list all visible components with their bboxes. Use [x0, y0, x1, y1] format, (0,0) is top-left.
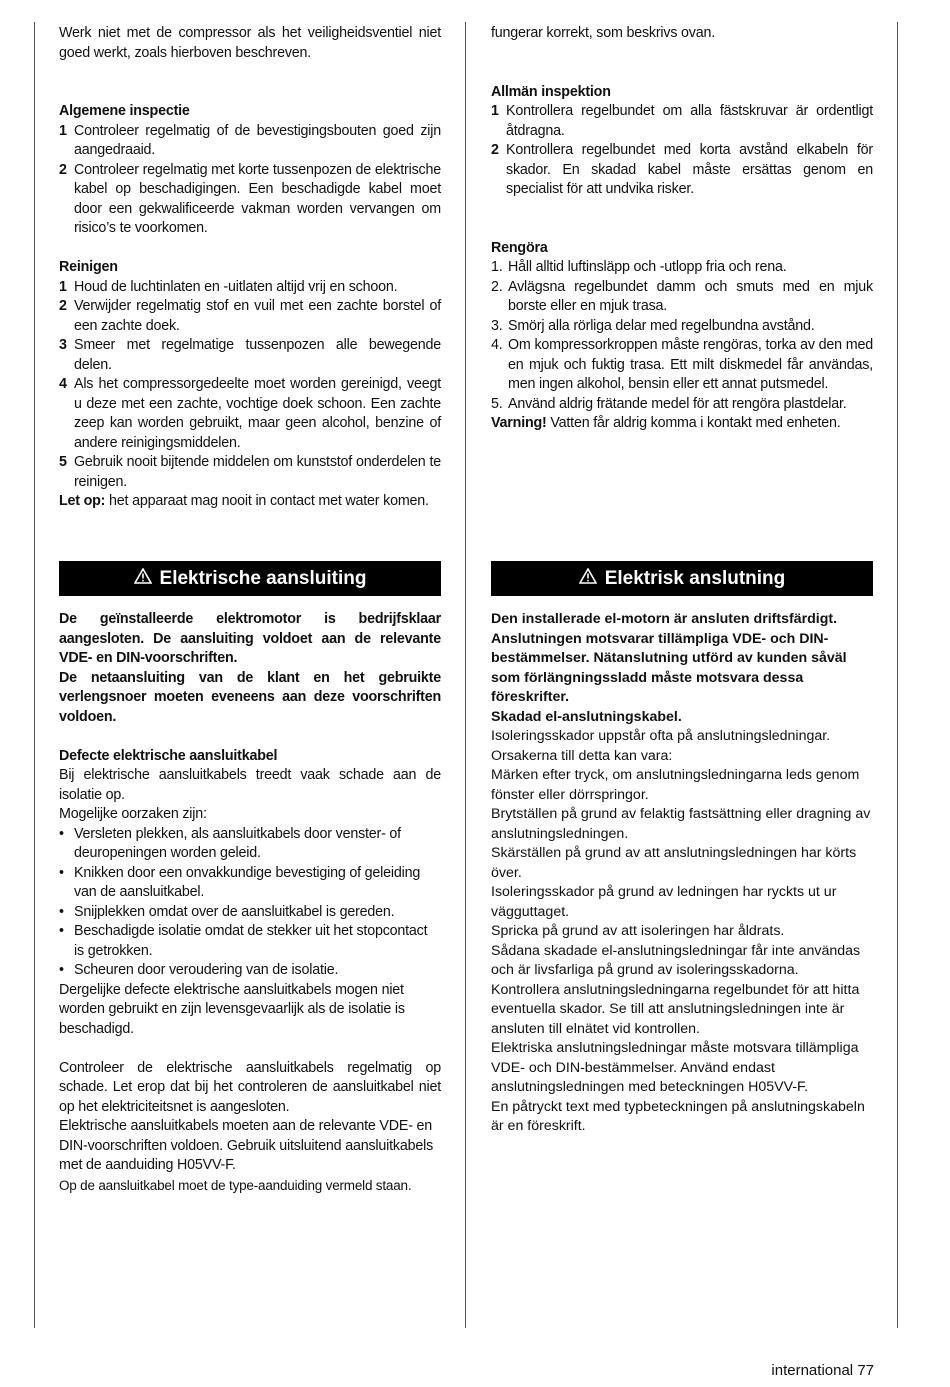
paragraph: Skärställen på grund av att anslutningsledningen har körts över. — [491, 845, 857, 881]
list-item: 1 Houd de luchtinlaten en -uitlaten altijd vrij en schoon. — [59, 278, 398, 295]
left-inspection-heading: Algemene inspectie — [59, 103, 190, 119]
right-inspection-heading: Allmän inspektion — [491, 83, 611, 100]
list-item: 2 Kontrollera regelbundet med korta avstånd elkabeln för skador. En skadad kabel måste ersättas genom en specialist för att undvika risker. — [491, 142, 873, 197]
paragraph: Brytställen på grund av felaktig fastsättning eller dragning av anslutningsledningen. — [491, 806, 871, 842]
left-note: Let op: het apparaat mag nooit in contact met water komen. — [59, 493, 429, 509]
right-margin-rule — [897, 22, 898, 1328]
list-item: 3. Smörj alla rörliga delar med regelbundna avstånd. — [491, 317, 815, 334]
paragraph: Mogelijke oorzaken zijn: — [59, 806, 207, 822]
right-inspection-list — [491, 102, 873, 200]
right-banner-title: Elektrisk anslutning — [604, 568, 786, 589]
right-warning: Varning! Vatten får aldrig komma i kontakt med enheten. — [491, 415, 841, 431]
paragraph: Isoleringsskador på grund av ledningen har ryckts ut ur vägguttaget. — [491, 884, 837, 920]
left-electrical-section — [59, 610, 441, 1195]
right-column-maintenance — [491, 24, 873, 434]
list-item: 4. Om kompressorkroppen måste rengöras, torka av den med en mjuk och fuktig trasa. Ett milt diskmedel får användas, men ingen alkohol, bensin eller ett annat putsmedel. — [491, 337, 873, 392]
left-intro: Werk niet met de compressor als het veiligheidsventiel niet goed werkt, zoals hierboven beschreven. — [59, 25, 441, 61]
page-footer — [771, 1362, 874, 1379]
right-cleaning-list — [491, 258, 873, 414]
left-column-maintenance — [59, 24, 441, 512]
list-item: • Beschadigde isolatie omdat de stekker uit het stopcontact is getrokken. — [59, 923, 428, 959]
list-item: 1. Håll alltid luftinsläpp och -utlopp fria och rena. — [491, 259, 787, 275]
left-inspection-list — [59, 122, 441, 239]
list-item: 5 Gebruik nooit bijtende middelen om kunststof onderdelen te reinigen. — [59, 454, 441, 490]
paragraph: Controleer de elektrische aansluitkabels regelmatig op schade. Let erop dat bij het controleren de aansluitkabel niet op het elektriciteitsnet is aangesloten. — [59, 1059, 441, 1115]
left-cable-heading: Defecte elektrische aansluitkabel — [59, 747, 278, 764]
paragraph: Märken efter tryck, om anslutningsledningarna leds genom fönster eller dörrspringor. — [491, 767, 860, 803]
left-banner-title: Elektrische aansluiting — [159, 568, 367, 589]
list-item: • Versleten plekken, als aansluitkabels door venster- of deuropeningen worden geleid. — [59, 825, 401, 861]
list-item: • Scheuren door veroudering van de isolatie. — [59, 962, 339, 978]
footer-label: international — [771, 1362, 854, 1379]
right-section-banner — [491, 561, 873, 596]
paragraph: Elektrische aansluitkabels moeten aan de relevante VDE- en DIN-voorschriften voldoen. Gebruik uitsluitend aansluitkabels met de aanduiding H05VV-F. — [59, 1118, 434, 1173]
list-item: 2. Avlägsna regelbundet damm och smuts med en mjuk borste eller en mjuk trasa. — [491, 278, 873, 314]
center-column-rule — [465, 22, 466, 1328]
paragraph: Sådana skadade el-anslutningsledningar får inte användas och är livsfarliga på grund av isoleringsskadorna. — [491, 942, 861, 978]
paragraph: Kontrollera anslutningsledningarna regelbundet för att hitta eventuella skador. Se till att anslutningsledningen inte är ansluten till elnätet vid kontrollen. — [491, 981, 860, 1037]
list-item: 1 Controleer regelmatig of de bevestigingsbouten goed zijn aangedraaid. — [59, 122, 441, 158]
right-bold-intro: Den installerade el-motorn är ansluten driftsfärdigt. Anslutningen motsvarar tillämpliga VDE- och DIN-bestämmelser. Nätanslutning utförd av kunden såväl som förlängningssladd måste motsvara dessa föreskrifter. — [491, 611, 847, 705]
list-item: 4 Als het compressorgedeelte moet worden gereinigd, veegt u deze met een zachte, vochtige doek schoon. Een zachte zeep kan worden gebruikt, maar geen alcohol, benzine of andere reinigingsmiddelen. — [59, 376, 441, 451]
left-cleaning-list — [59, 278, 441, 493]
left-cleaning-heading: Reinigen — [59, 259, 118, 275]
list-item: 3 Smeer met regelmatige tussenpozen alle bewegende delen. — [59, 337, 441, 373]
list-item: 5. Använd aldrig frätande medel för att rengöra plastdelar. — [491, 395, 847, 412]
paragraph: Dergelijke defecte elektrische aansluitkabels mogen niet worden gebruikt en zijn levensgevaarlijk als de isolatie is beschadigd. — [59, 981, 405, 1037]
warning-triangle-icon — [134, 561, 152, 596]
left-section-banner — [59, 561, 441, 596]
paragraph: Elektriska anslutningsledningar måste motsvara tillämpliga VDE- och DIN-bestämmelser. Använd endast anslutningsledningen med beteckningen H05VV-F. — [491, 1040, 859, 1095]
paragraph: En påtryckt text med typbeteckningen på anslutningskabeln är en föreskrift. — [491, 1098, 865, 1134]
list-item: 2 Verwijder regelmatig stof en vuil met een zachte borstel of een zachte doek. — [59, 298, 441, 334]
left-margin-rule — [34, 22, 35, 1328]
right-intro: fungerar korrekt, som beskrivs ovan. — [491, 25, 716, 41]
list-item: • Knikken door een onvakkundige bevestiging of geleiding van de aansluitkabel. — [59, 864, 421, 900]
right-cleaning-heading: Rengöra — [491, 239, 548, 256]
left-bold-intro-2: De netaansluiting van de klant en het gebruikte verlengsnoer moeten eveneens aan deze voorschriften voldoen. — [59, 669, 441, 725]
left-causes-list — [59, 825, 441, 981]
page-number: 77 — [857, 1362, 874, 1379]
list-item: • Snijplekken omdat over de aansluitkabel is gereden. — [59, 903, 395, 920]
paragraph: Op de aansluitkabel moet de type-aanduiding vermeld staan. — [59, 1177, 412, 1193]
right-cable-heading: Skadad el-anslutningskabel. — [491, 708, 682, 725]
right-electrical-section — [491, 610, 873, 1137]
list-item: 2 Controleer regelmatig met korte tussenpozen de elektrische kabel op beschadigingen. Een beschadigde kabel moet door een gekwalificeerde vakman worden vervangen om risico’s te voorkomen. — [59, 161, 441, 236]
list-item: 1 Kontrollera regelbundet om alla fästskruvar är ordentligt åtdragna. — [491, 103, 873, 139]
paragraph: Bij elektrische aansluitkabels treedt vaak schade aan de isolatie op. — [59, 767, 441, 803]
paragraph: Orsakerna till detta kan vara: — [491, 747, 673, 764]
left-bold-intro-1: De geïnstalleerde elektromotor is bedrijfsklaar aangesloten. De aansluiting voldoet aan de relevante VDE- en DIN-voorschriften. — [59, 611, 441, 666]
warning-triangle-icon — [579, 561, 597, 596]
paragraph: Spricka på grund av att isoleringen har åldrats. — [491, 923, 785, 939]
paragraph: Isoleringsskador uppstår ofta på anslutningsledningar. — [491, 728, 831, 744]
